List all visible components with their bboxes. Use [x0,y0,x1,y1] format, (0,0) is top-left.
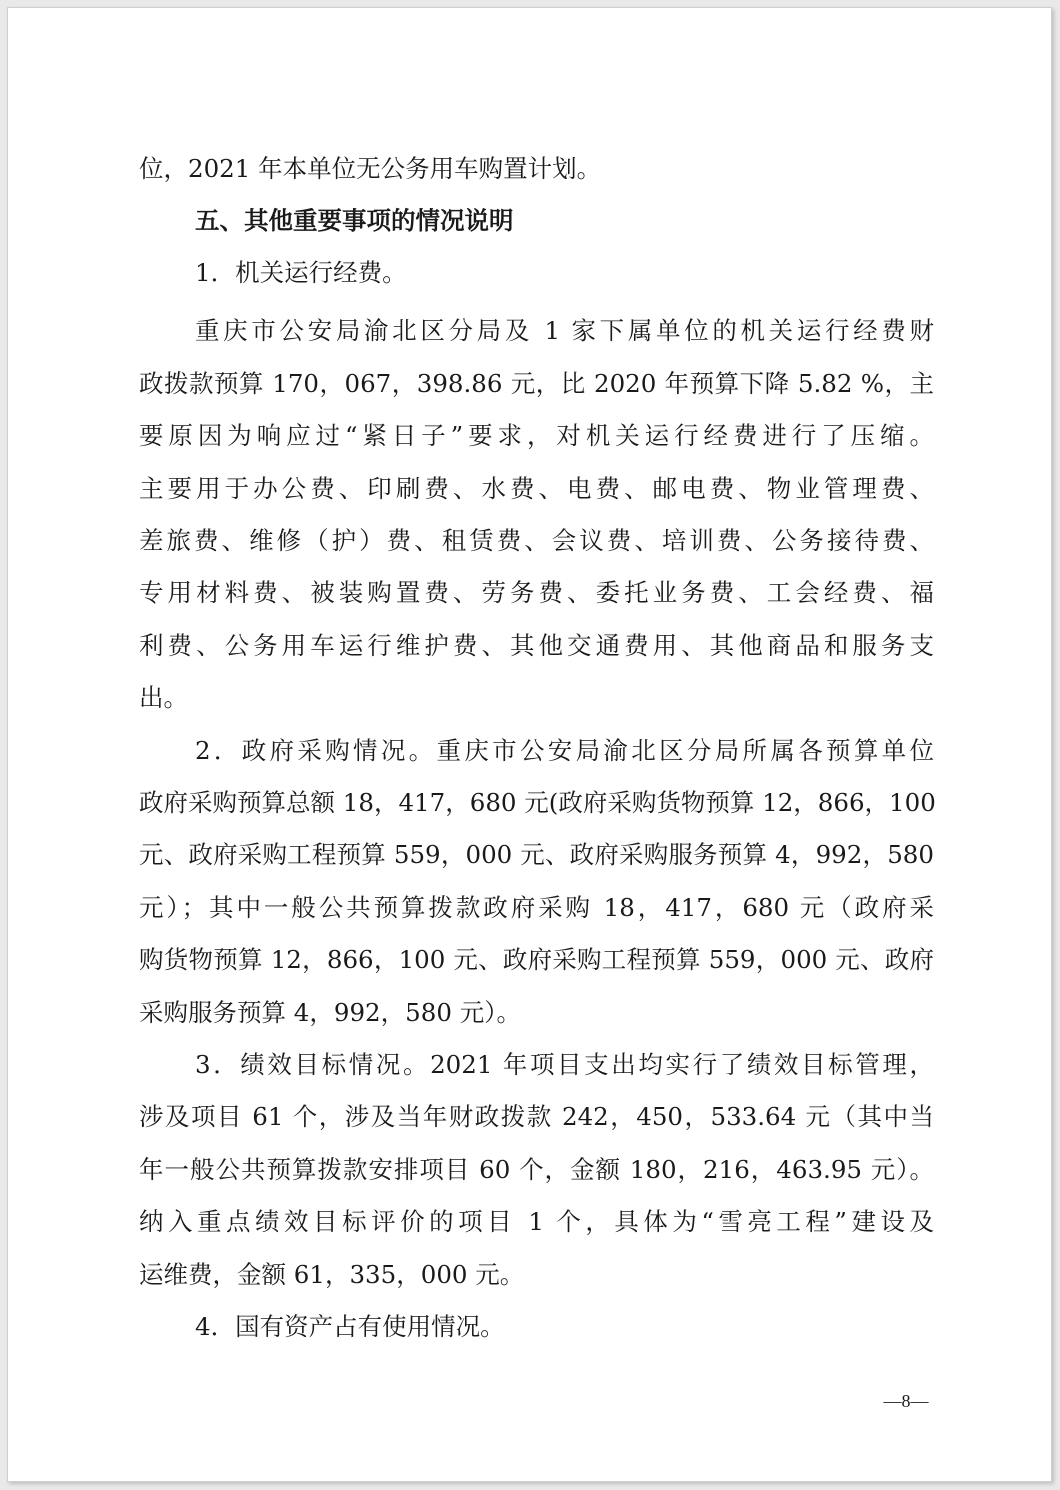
paragraph-line: 主要用于办公费、印刷费、水费、电费、邮电费、物业管理费、 [139,474,934,503]
paragraph-line: 3．绩效目标情况。2021 年项目支出均实行了绩效目标管理， [195,1050,934,1079]
document-page [7,7,1052,1482]
paragraph-line: 涉及项目 61 个，涉及当年财政拨款 242，450，533.64 元（其中当 [139,1102,934,1131]
paragraph-line: 重庆市公安局渝北区分局及 1 家下属单位的机关运行经费财 [195,316,934,345]
paragraph-line: 运维费，金额 61，335，000 元。 [139,1260,525,1289]
section-heading: 五、其他重要事项的情况说明 [195,206,514,235]
page-number: —8— [883,1391,929,1411]
paragraph-line: 专用材料费、被装购置费、劳务费、委托业务费、工会经费、福 [139,578,934,607]
paragraph-line: 政拨款预算 170，067，398.86 元，比 2020 年预算下降 5.82 %，主 [139,369,934,398]
paragraph-line: 年一般公共预算拨款安排项目 60 个，金额 180，216，463.95 元）。 [139,1155,934,1184]
paragraph-line: 2．政府采购情况。重庆市公安局渝北区分局所属各预算单位 [195,736,934,765]
paragraph-line: 利费、公务用车运行维护费、其他交通费用、其他商品和服务支 [139,631,934,660]
paragraph-line: 元、政府采购工程预算 559，000 元、政府采购服务预算 4，992，580 [139,840,934,869]
paragraph-line: 要原因为响应过“紧日子”要求，对机关运行经费进行了压缩。 [139,421,934,450]
subsection-title: 1．机关运行经费。 [195,258,407,287]
paragraph-line: 元）；其中一般公共预算拨款政府采购 18，417，680 元（政府采 [139,893,934,922]
paragraph-line: 纳入重点绩效目标评价的项目 1 个，具体为“雪亮工程”建设及 [139,1207,934,1236]
paragraph-line: 购货物预算 12，866，100 元、政府采购工程预算 559，000 元、政府 [139,945,934,974]
paragraph-line: 差旅费、维修（护）费、租赁费、会议费、培训费、公务接待费、 [139,526,934,555]
paragraph-line: 政府采购预算总额 18，417，680 元(政府采购货物预算 12，866，100 [139,788,936,817]
subsection-title: 4．国有资产占有使用情况。 [195,1312,505,1341]
paragraph-line: 采购服务预算 4，992，580 元）。 [139,998,521,1027]
paragraph-line: 位，2021 年本单位无公务用车购置计划。 [139,154,602,183]
paragraph-line: 出。 [139,683,188,712]
